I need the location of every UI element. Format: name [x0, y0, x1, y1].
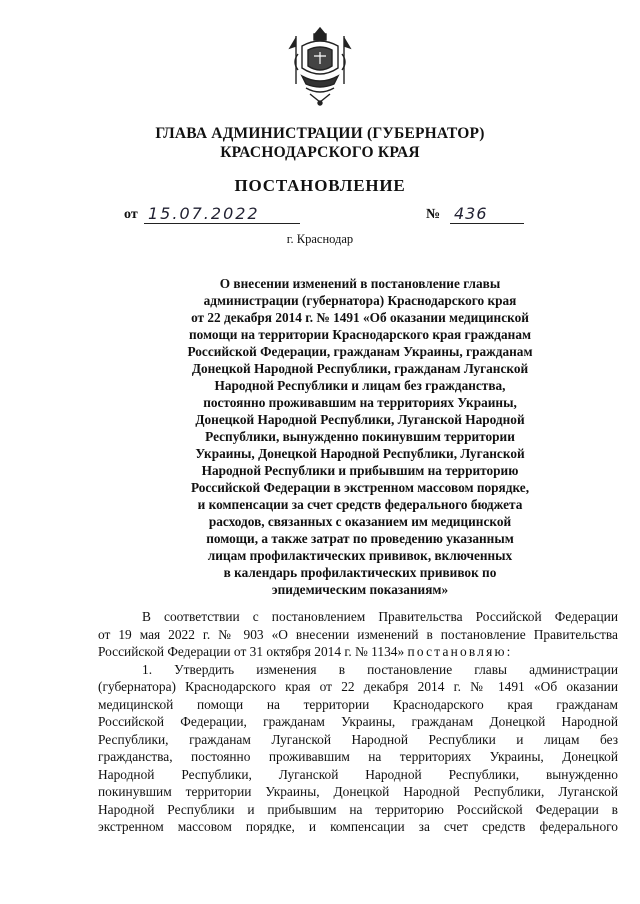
item1-line: покинувшим территории Украины, Донецкой Народной Республики, Луганской — [98, 784, 618, 799]
title-line: Российской Федерации в экстренном массовом порядке, — [190, 480, 530, 495]
title-line: эпидемическим показаниям» — [271, 582, 449, 597]
document-body — [98, 608, 618, 836]
title-line: О внесении изменений в постановление главы — [219, 276, 501, 291]
body-line-resolution — [98, 643, 618, 661]
title-line: и компенсации за счет средств федерального бюджета — [197, 497, 523, 512]
document-type-heading: ПОСТАНОВЛЕНИЕ — [234, 176, 406, 195]
item1-line: Народной Республики, Луганской Народной Республики, вынужденно — [98, 766, 618, 782]
title-line: расходов, связанных с оказанием им медицинской — [208, 514, 512, 529]
body-text-segment: Российской Федерации от 31 октября 2014 г. № 1134» — [98, 644, 405, 659]
item1-line: медицинской помощи на территории Краснодарского края гражданам — [98, 696, 618, 712]
item1-line: Народной Республики и прибывшим на территорию Российской Федерации в — [98, 801, 618, 817]
item1-line: Российской Федерации, гражданам Украины, гражданам Донецкой Народной — [98, 714, 618, 729]
date-prefix: от — [124, 207, 138, 222]
title-line: от 22 декабря 2014 г. № 1491 «Об оказании медицинской — [191, 310, 529, 325]
title-line: помощи, а также затрат по проведению указанным — [206, 531, 514, 546]
title-line: Народной Республики и прибывшим на территорию — [201, 463, 519, 478]
number-prefix: № — [426, 207, 441, 222]
authority-name-line2: КРАСНОДАРСКОГО КРАЯ — [220, 144, 420, 161]
body-line: В соответствии с постановлением Правительства Российской Федерации — [142, 609, 618, 624]
body-line: от 19 мая 2022 г. № 903 «О внесении изменений в постановление Правительства — [98, 626, 618, 642]
title-line: в календарь профилактических прививок по — [223, 565, 497, 580]
item1-line: гражданства, постоянно проживавшим на территориях Украины, Донецкой — [98, 749, 618, 764]
document-title — [150, 275, 570, 598]
title-line: Российской Федерации, гражданам Украины, гражданам — [187, 344, 533, 359]
authority-name-line1: ГЛАВА АДМИНИСТРАЦИИ (ГУБЕРНАТОР) — [155, 125, 485, 142]
title-line: Донецкой Народной Республики, гражданам Луганской — [191, 361, 529, 376]
title-line: администрации (губернатора) Краснодарского края — [203, 293, 517, 308]
document-date-handwritten: 15.07.2022 — [144, 204, 300, 224]
title-line: Народной Республики и лицам без гражданства, — [214, 378, 506, 393]
item1-line: Республики, гражданам Луганской Народной Республики и лицам без — [98, 731, 618, 747]
item1-line: экстренном массовом порядке, и компенсации за счет средств федерального — [98, 819, 618, 834]
city-name: г. Краснодар — [286, 232, 354, 246]
resolution-word: постановляю: — [407, 644, 513, 659]
item1-line: 1. Утвердить изменения в постановление главы администрации — [142, 661, 618, 677]
title-line: Республики, вынужденно покинувшим территории — [205, 429, 515, 444]
title-line: Донецкой Народной Республики, Луганской Народной — [195, 412, 525, 427]
krasnodar-coat-of-arms-emblem — [288, 24, 352, 106]
title-line: Украины, Донецкой Народной Республики, Луганской — [195, 446, 525, 461]
document-number-handwritten: 436 — [450, 204, 524, 224]
title-line: лицам профилактических прививок, включенных — [207, 548, 513, 563]
item1-line: (губернатора) Краснодарского края от 22 декабря 2014 г. № 1491 «Об оказании — [98, 679, 618, 694]
title-line: помощи на территории Краснодарского края гражданам — [188, 327, 532, 342]
title-line: постоянно проживавшим на территориях Украины, — [203, 395, 517, 410]
date-number-row — [124, 204, 524, 226]
